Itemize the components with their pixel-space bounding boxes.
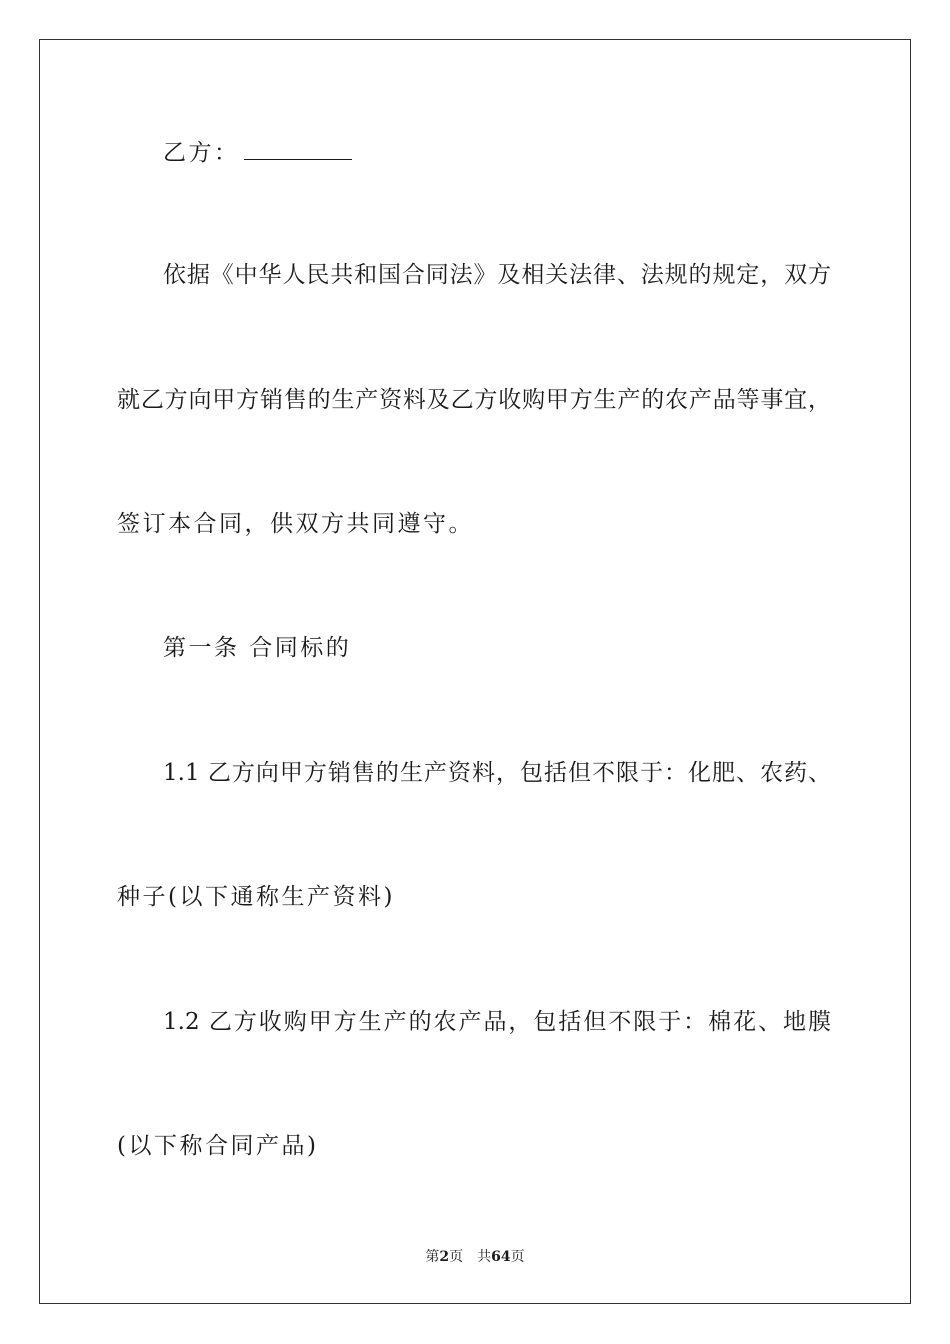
page-border bbox=[39, 39, 911, 1304]
clause-line: 1.2 乙方收购甲方生产的农产品，包括但不限于：棉花、地膜 bbox=[163, 1009, 831, 1035]
page-number: 2 bbox=[439, 1249, 450, 1265]
party-b-blank bbox=[244, 137, 352, 160]
article-heading: 第一条 合同标的 bbox=[163, 635, 352, 661]
clause-line: (以下称合同产品) bbox=[117, 1133, 319, 1159]
page-footer bbox=[0, 1248, 950, 1266]
party-b-label: 乙方： bbox=[163, 140, 240, 166]
total-prefix: 共 bbox=[477, 1249, 492, 1265]
total-suffix: 页 bbox=[510, 1249, 525, 1265]
page-suffix: 页 bbox=[449, 1249, 464, 1265]
clause-line: 种子(以下通称生产资料) bbox=[117, 884, 395, 910]
paragraph-line: 就乙方向甲方销售的生产资料及乙方收购甲方生产的农产品等事宜， bbox=[117, 387, 831, 413]
clause-line: 1.1 乙方向甲方销售的生产资料，包括但不限于：化肥、农药、 bbox=[163, 760, 831, 786]
total-pages: 64 bbox=[491, 1249, 511, 1265]
paragraph-line: 签订本合同，供双方共同遵守。 bbox=[117, 511, 474, 537]
page-prefix: 第 bbox=[425, 1249, 440, 1265]
paragraph-line: 依据《中华人民共和国合同法》及相关法律、法规的规定，双方 bbox=[163, 262, 831, 288]
party-b-line bbox=[163, 137, 352, 168]
